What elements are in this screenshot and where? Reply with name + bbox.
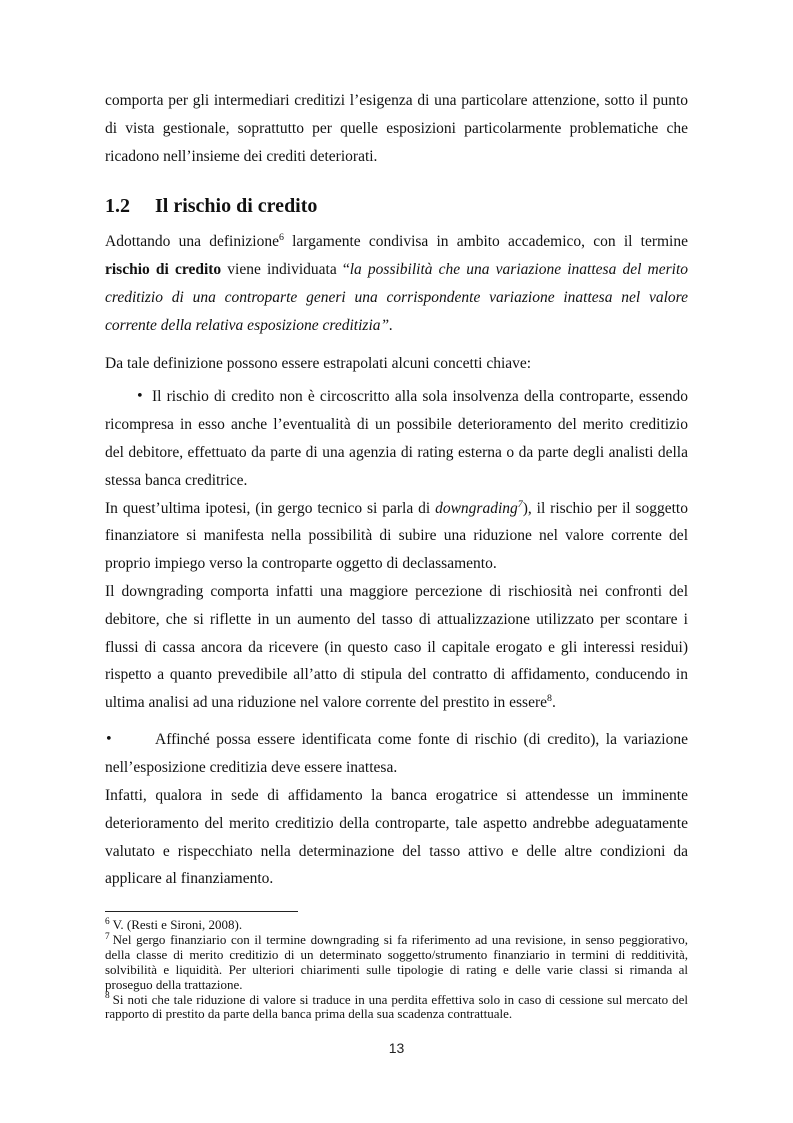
section-number: 1.2 [105,195,130,217]
definition-paragraph [105,228,688,339]
concept-2-line [105,726,688,754]
concept-2-list-item [105,726,688,893]
concept-2-line: applicare al finanziamento. [105,870,274,888]
footnote-ref-7: 7 [517,498,523,510]
text-segment: ), il rischio per il soggetto [522,499,688,517]
footnote-text: Si noti che tale riduzione di valore si traduce in una perdita effettiva solo in caso di cessione sul mercato del [112,991,688,1007]
concept-1-line: del debitore, effettuato da parte di una agenzia di rating esterna o da parte degli analisti della [105,443,688,461]
concept-1-line [105,495,688,523]
footnote-7-line: solvibilità e liquidità. Per ulteriori chiarimenti sulle tipologie di rating e delle varie classi si rimanda al [105,961,688,977]
key-term: rischio di credito [105,261,222,279]
footnote-ref-6: 6 [278,232,284,244]
downgrading-term: downgrading [435,499,518,517]
concept-2-line: deterioramento del merito creditizio della controparte, tale aspetto andrebbe adeguatamente [105,814,688,832]
bullet-icon: • [136,389,144,405]
footnote-number: 7 [105,931,110,942]
concept-1-list-item [105,383,688,717]
definition-line [105,256,688,284]
concept-1-line: debitore, che si riflette in un aumento del tasso di attualizzazione utilizzato per scontare i [105,610,688,628]
quoted-definition-line: corrente della relativa esposizione creditizia”. [105,316,393,334]
footnote-number: 6 [105,916,110,927]
footnote-8 [105,993,688,1008]
page-number: 13 [388,1040,405,1056]
text-segment: ultima analisi ad una riduzione nel valore corrente del prestito in essere [105,694,548,712]
concept-1-line: finanziatore si manifesta nella possibilità di subire una riduzione nel valore corrente del [105,527,688,545]
concepts-intro-line: Da tale definizione possono essere estrapolati alcuni concetti chiave: [105,355,532,373]
concept-1-line: flussi di cassa ancora da ricevere (in questo caso il capitale erogato e gli interessi residui) [105,638,688,656]
footnote-7 [105,933,688,948]
concept-2-line: nell’esposizione creditizia deve essere inattesa. [105,759,398,777]
concept-1-line [105,689,688,717]
intro-line: comporta per gli intermediari creditizi l’esigenza di una particolare attenzione, sotto il punto [105,92,688,110]
footnote-number: 8 [105,991,110,1002]
concept-2-line: valutato e rispecchiato nella determinazione del tasso attivo e delle altre condizioni da [105,842,688,860]
text-segment: largamente condivisa in ambito accademico, con il termine [283,233,688,251]
quoted-definition: la possibilità che una variazione inattesa del merito [349,261,688,279]
footnote-text: Nel gergo finanziario con il termine downgrading si fa riferimento ad una revisione, in senso peggiorativo, [112,931,688,947]
footnote-7-line: proseguo della trattazione. [105,976,243,992]
bullet-icon: • [105,732,113,748]
text-segment: Affinché possa essere identificata come fonte di rischio (di credito), la variazione [155,731,688,749]
quoted-definition-line: creditizio di una controparte generi una corrispondente variazione inattesa nel valore [105,288,688,306]
intro-line: di vista gestionale, soprattutto per quelle esposizioni particolarmente problematiche che [105,120,688,138]
concept-1-line: rispetto a quanto prevedibile all’atto di stipula del contratto di affidamento, conducendo in [105,666,688,684]
concept-1-line: ricompresa in esso anche l’eventualità di un possibile deterioramento del merito creditizio [105,416,688,434]
concept-1-line: proprio impiego verso la controparte oggetto di declassamento. [105,555,497,573]
concept-1-line: stessa banca creditrice. [105,471,248,489]
definition-line [105,228,688,256]
concept-1-line: Il downgrading comporta infatti una maggiore percezione di rischiosità nei confronti del [105,582,688,600]
footnote-8-line: rapporto di prestito da parte della banca prima della sua scadenza contrattuale. [105,1006,513,1022]
text-segment: In quest’ultima ipotesi, (in gergo tecnico si parla di [105,499,436,517]
text-segment: Il rischio di credito non è circoscritto alla sola insolvenza della controparte, essendo [152,388,688,406]
footnotes [105,918,688,1022]
footnote-separator [105,911,298,912]
footnote-6 [105,918,688,933]
intro-line: ricadono nell’insieme dei crediti deteriorati. [105,147,378,165]
concepts-intro-paragraph [105,350,688,378]
section-heading [105,194,688,218]
concept-1-line [105,383,688,411]
footnote-text: V. (Resti e Sironi, 2008). [112,917,243,932]
text-segment: Adottando una definizione [105,233,279,251]
footnote-7-line: della classe di merito creditizio di un determinato soggetto/strumento finanziario in termini di redditività, [105,946,688,962]
text-segment: viene individuata “ [221,261,350,279]
text-segment: . [551,694,556,712]
section-title: Il rischio di credito [155,195,318,217]
footnote-ref-8: 8 [547,693,552,704]
concept-2-line: Infatti, qualora in sede di affidamento la banca erogatrice si attendesse un imminente [105,786,688,804]
intro-paragraph [105,87,688,170]
